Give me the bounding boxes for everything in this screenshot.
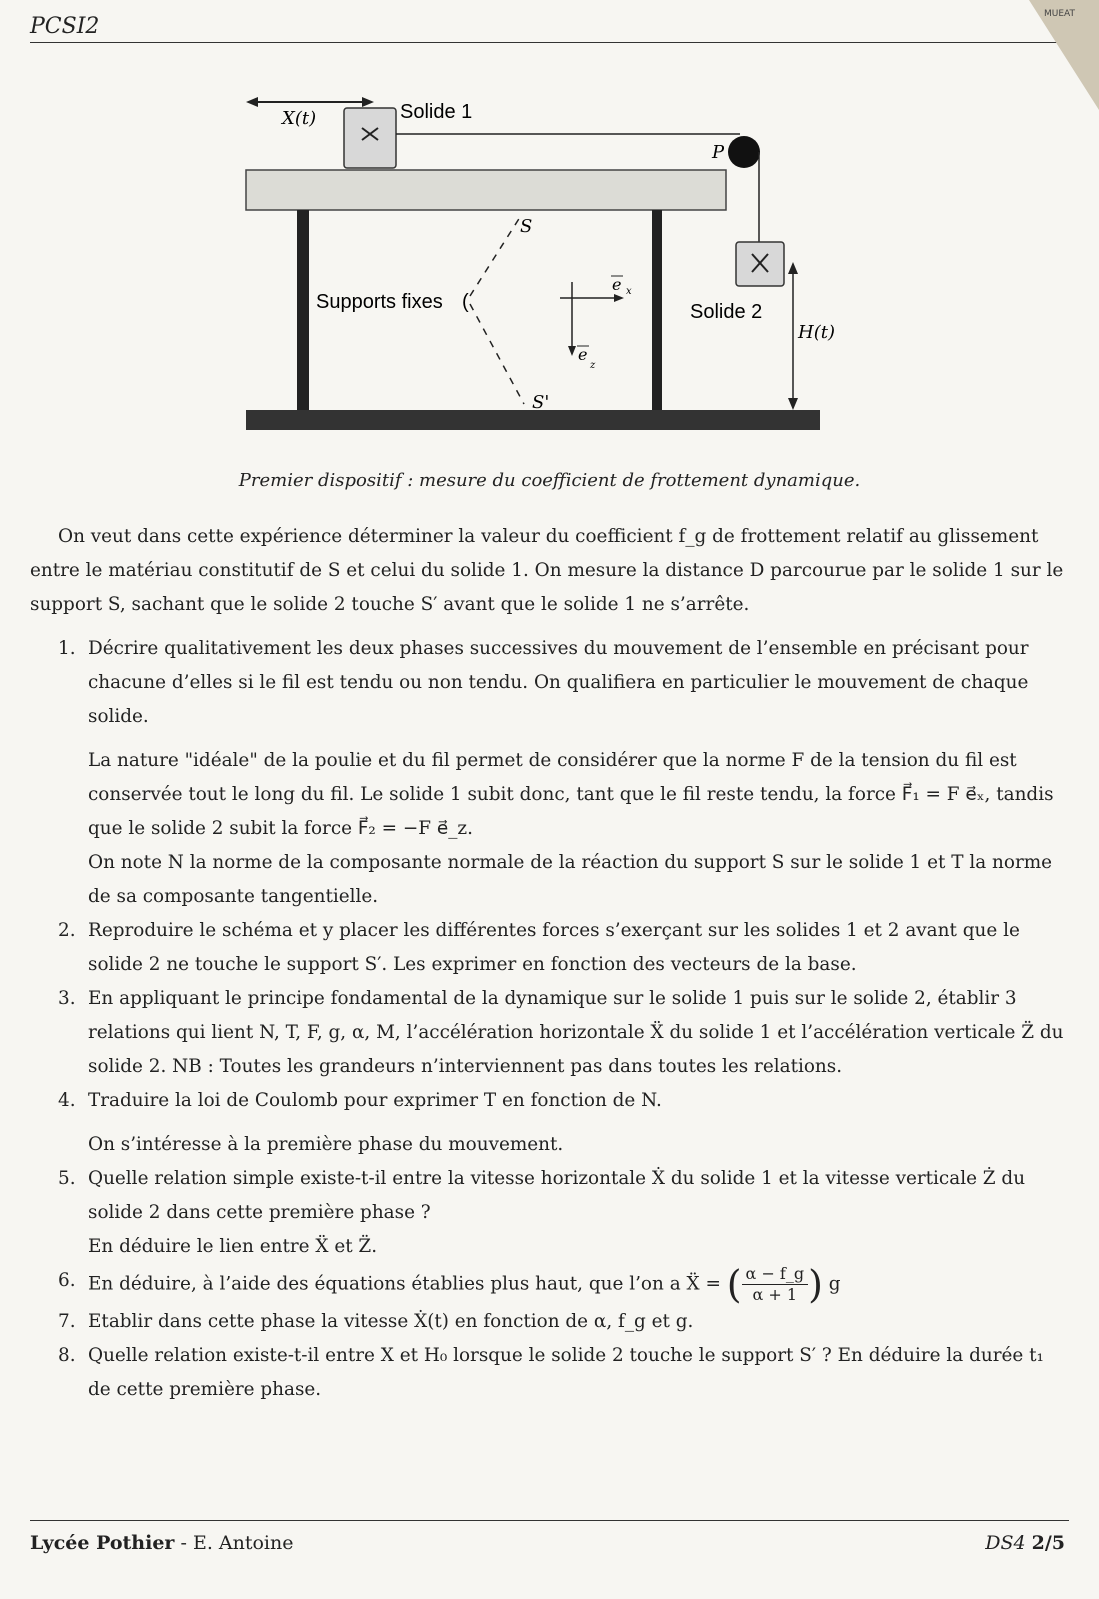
q5-followup: En déduire le lien entre Ẍ et Z̈.	[88, 1236, 378, 1257]
label-ex: e	[612, 275, 622, 294]
question-5: 5. Quelle relation simple existe-t-il entre la vitesse horizontale Ẋ du solide 1 et la vitesse verticale Ż du solide 2 dans cette première phase ?	[58, 1168, 1026, 1223]
figure-caption: Premier dispositif : mesure du coefficient de frottement dynamique.	[238, 470, 861, 491]
question-3: 3. En appliquant le principe fondamental de la dynamique sur le solide 1 puis sur le solide 2, établir 3 relations qui lient N, T, F, g, α, M, l’accélération horizontale Ẍ du solide 1 et l’accélération verticale Z̈ du solide 2. NB : Toutes les grandeurs n’interviennent pas dans toutes les relations.	[58, 988, 1064, 1077]
pulley-icon	[728, 136, 760, 168]
intro-paragraph: On veut dans cette expérience déterminer la valeur du coefficient f_g de frottement relatif au glissement entre le matériau constitutif de S et celui du solide 1. On mesure la distance D parcourue par le solide 1 sur le support S, sachant que le solide 2 touche S′ avant que le solide 1 ne s’arrête.	[30, 526, 1064, 615]
question-4: 4. Traduire la loi de Coulomb pour exprimer T en fonction de N.	[58, 1090, 662, 1111]
question-8: 8. Quelle relation existe-t-il entre X et H₀ lorsque le solide 2 touche le support S′ ? En déduire la durée t₁ de cette première phase.	[58, 1345, 1044, 1400]
n-paragraph: On note N la norme de la composante normale de la réaction du support S sur le solide 1 et T la norme de sa composante tangentielle.	[88, 852, 1053, 907]
label-ex-sub: x	[626, 286, 632, 297]
solide-1-block	[344, 108, 396, 168]
support-leg-left	[297, 210, 309, 410]
question-2: 2. Reproduire le schéma et y placer les différentes forces s’exerçant sur les solides 1 et 2 avant que le solide 2 ne touche le support S′. Les exprimer en fonction des vecteurs de la base.	[58, 920, 1020, 975]
support-s	[246, 170, 726, 210]
exercise-body	[30, 520, 1069, 1407]
support-s-prime	[246, 410, 820, 430]
label-solide-2: Solide 2	[690, 301, 763, 323]
label-p: P	[712, 142, 725, 163]
label-s: S	[520, 216, 533, 237]
question-6: 6. En déduire, à l’aide des équations établies plus haut, que l’on a Ẍ = ( $\frac{\alpha - f\_g}{\alpha + 1}$ ) g	[58, 1262, 841, 1307]
header-course: PCSI2	[30, 14, 100, 39]
label-ez: e	[578, 345, 588, 364]
header-rule	[30, 42, 1069, 43]
footer-right: DS4 2/5	[985, 1532, 1065, 1554]
q6-fraction: $\frac{\alpha - f\_g}{\alpha + 1}$	[742, 1264, 809, 1305]
svg-text:(: (	[462, 291, 469, 313]
label-h: H(t)	[798, 322, 835, 343]
label-ez-sub: z	[590, 360, 596, 371]
experiment-diagram	[240, 90, 840, 450]
support-leg-right	[652, 210, 662, 410]
question-1: 1. Décrire qualitativement les deux phases successives du mouvement de l’ensemble en précisant pour chacune d’elles si le fil est tendu ou non tendu. On qualifiera en particulier le mouvement de chaque solide.	[58, 638, 1029, 727]
phase-intro: On s’intéresse à la première phase du mouvement.	[88, 1134, 564, 1155]
label-solide-1: Solide 1	[400, 101, 473, 123]
label-s-prime: S'	[532, 392, 550, 413]
corner-fold-icon	[1009, 0, 1099, 110]
corner-mark: MUEAT	[1044, 9, 1075, 19]
question-7: 7. Etablir dans cette phase la vitesse Ẋ(t) en fonction de α, f_g et g.	[58, 1311, 694, 1332]
label-x: X(t)	[282, 108, 317, 129]
label-supports: Supports fixes	[316, 291, 443, 313]
footer-left: Lycée Pothier - E. Antoine	[30, 1532, 294, 1554]
footer-rule	[30, 1520, 1069, 1521]
ideal-paragraph: La nature "idéale" de la poulie et du fil permet de considérer que la norme F de la tension du fil est conservée tout le long du fil. Le solide 1 subit donc, tant que le fil reste tendu, la force F⃗₁ = F e⃗ₓ, tandis que le solide 2 subit la force F⃗₂ = −F e⃗_z.	[88, 750, 1054, 839]
